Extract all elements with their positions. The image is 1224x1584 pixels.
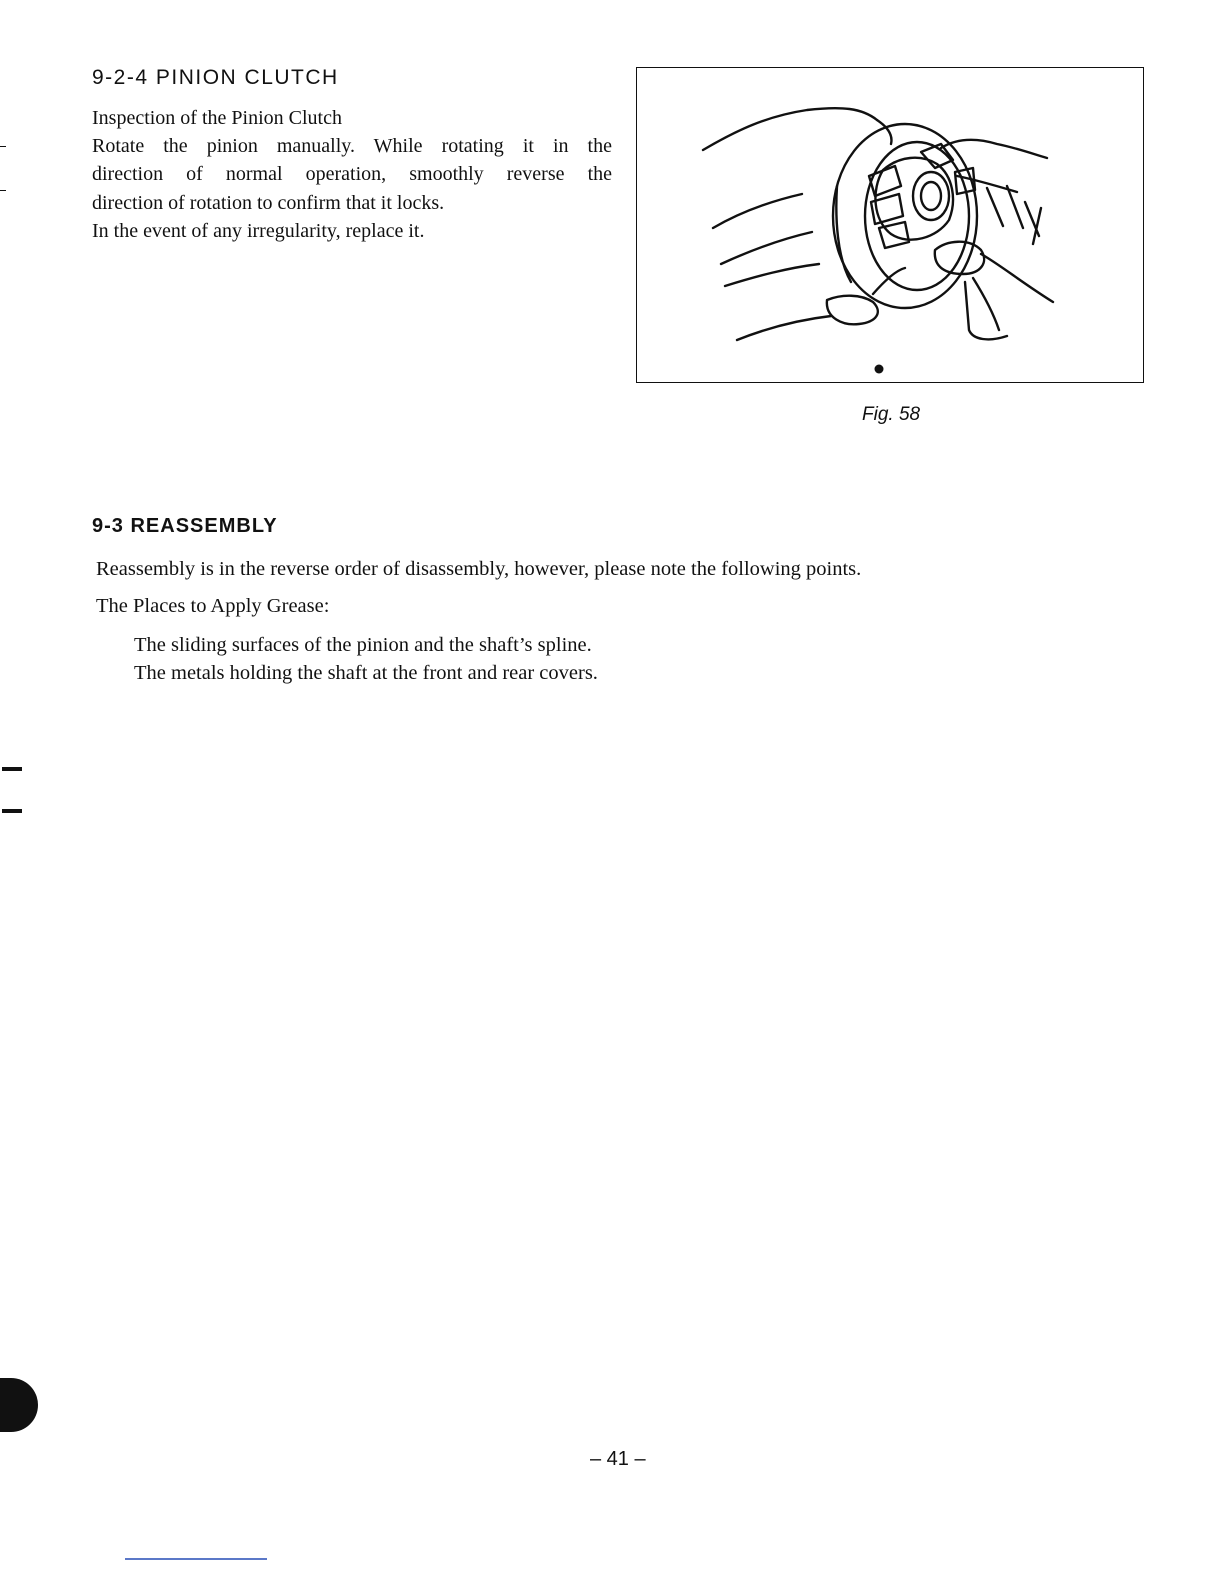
instruction-line: Rotate the pinion manually. While rotating it in the: [92, 135, 612, 158]
scan-mark: [0, 146, 6, 147]
instruction-line: direction of rotation to confirm that it locks.: [92, 191, 445, 214]
section-heading-reassembly: 9-3 REASSEMBLY: [92, 515, 278, 537]
list-item: The metals holding the shaft at the front and rear covers.: [134, 662, 598, 684]
figure-58-illustration: [636, 67, 1144, 383]
grease-places-label: The Places to Apply Grease:: [96, 595, 330, 617]
reassembly-intro: Reassembly is in the reverse order of disassembly, however, please note the following points.: [96, 558, 862, 580]
instruction-line: direction of normal operation, smoothly reverse the: [92, 163, 612, 186]
pinion-clutch-instructions: [92, 104, 612, 245]
scan-mark: [2, 809, 22, 813]
instruction-line: In the event of any irregularity, replace it.: [92, 219, 425, 242]
scan-mark: [2, 767, 22, 771]
blue-rule-line: [125, 1558, 267, 1560]
list-item: The sliding surfaces of the pinion and the shaft’s spline.: [134, 634, 592, 656]
inspection-subheading: Inspection of the Pinion Clutch: [92, 107, 342, 129]
scan-mark: [0, 190, 6, 191]
grease-places-list: [134, 631, 598, 687]
section-heading-pinion-clutch: 9-2-4 PINION CLUTCH: [92, 66, 339, 89]
figure-caption: Fig. 58: [862, 404, 921, 425]
page-number: – 41 –: [590, 1448, 646, 1470]
binding-hole-mark: [0, 1378, 38, 1432]
